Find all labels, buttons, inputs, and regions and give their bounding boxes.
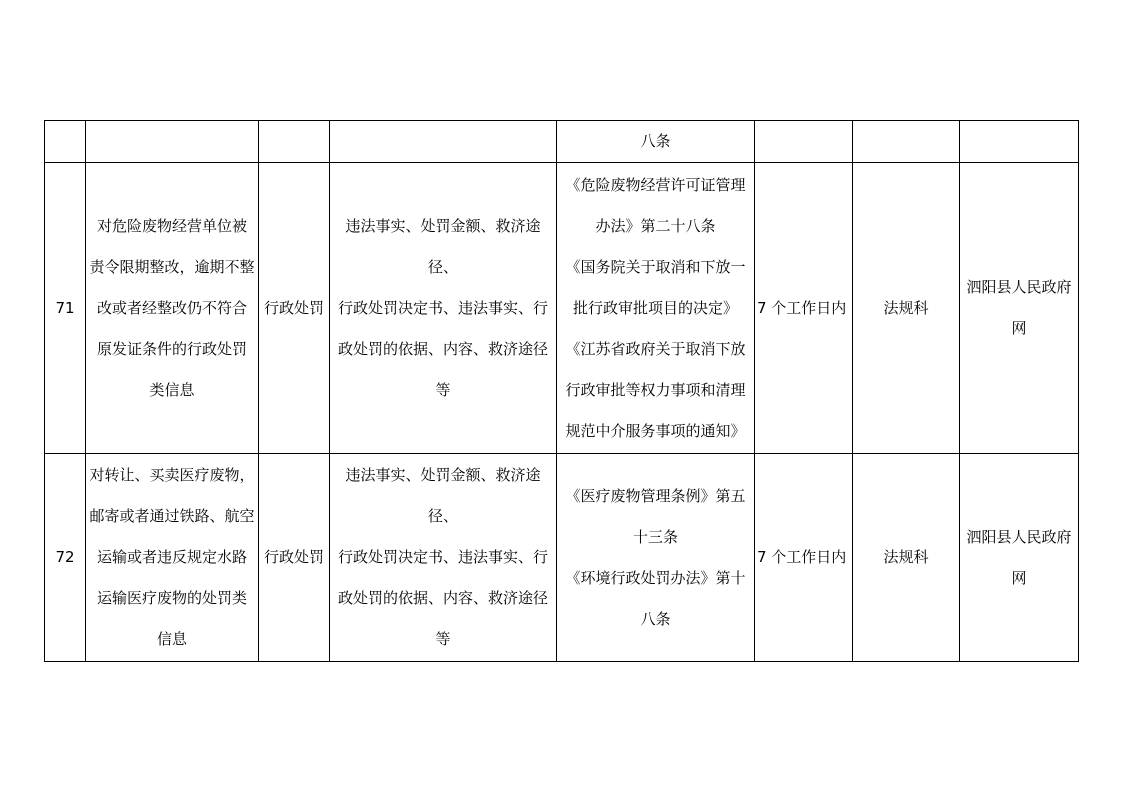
- cell-content: [330, 163, 557, 454]
- content-line: 行政处罚决定书、违法事实、行: [337, 548, 548, 566]
- content-line: 违法事实、处罚金额、救济途径、: [345, 216, 541, 276]
- cell-time-limit: 7 个工作日内: [755, 454, 853, 662]
- table-row-continued: [45, 121, 1079, 163]
- cell-basis: [557, 163, 755, 454]
- cell-basis-continued: [557, 121, 755, 163]
- item-line: 运输医疗废物的处罚类: [96, 589, 247, 607]
- item-line: 对危险废物经营单位被: [96, 216, 247, 235]
- cell-num-empty: [45, 121, 86, 163]
- cell-item-empty: [86, 121, 259, 163]
- disclosure-table: [44, 120, 1079, 662]
- channel-line: 网: [1011, 319, 1027, 337]
- content-line: 行政处罚决定书、违法事实、行: [337, 298, 548, 317]
- cell-time-limit: 7 个工作日内: [755, 163, 853, 454]
- basis-line: 《危险废物经营许可证管理: [565, 175, 746, 194]
- item-line: 类信息: [149, 380, 195, 399]
- cell-type-empty: [259, 121, 330, 163]
- channel-line: 网: [1011, 568, 1027, 587]
- basis-line: 《江苏省政府关于取消下放: [565, 339, 746, 358]
- content-line: 等: [435, 380, 451, 399]
- content-line: 违法事实、处罚金额、救济途径、: [345, 466, 541, 525]
- cell-content: [330, 454, 557, 662]
- cell-channel: [960, 163, 1079, 454]
- channel-line: 泗阳县人民政府: [966, 527, 1072, 546]
- content-line: 政处罚的依据、内容、救济途径: [337, 589, 548, 607]
- item-line: 责令限期整改，逾期不整: [89, 257, 255, 276]
- item-line: 邮寄或者通过铁路、航空: [89, 507, 255, 525]
- cell-num: 72: [45, 454, 86, 662]
- basis-line: 《国务院关于取消和下放一: [565, 257, 746, 276]
- basis-tail-text: 八条: [640, 132, 671, 150]
- cell-channel-empty: [960, 121, 1079, 163]
- basis-line: 《环境行政处罚办法》第十: [565, 568, 746, 587]
- cell-basis: [557, 454, 755, 662]
- basis-line: 规范中介服务事项的通知》: [565, 421, 746, 440]
- cell-type: 行政处罚: [259, 454, 330, 662]
- item-line: 对转让、买卖医疗废物，: [89, 466, 255, 484]
- cell-time-empty: [755, 121, 853, 163]
- cell-type: 行政处罚: [259, 163, 330, 454]
- table-row: [45, 163, 1079, 454]
- basis-line: 办法》第二十八条: [595, 216, 716, 235]
- item-line: 运输或者违反规定水路: [96, 548, 247, 566]
- basis-line: 十三条: [632, 527, 678, 546]
- cell-num: 71: [45, 163, 86, 454]
- cell-item: [86, 454, 259, 662]
- item-line: 信息: [156, 630, 187, 648]
- table-row: [45, 454, 1079, 662]
- basis-line: 批行政审批项目的决定》: [572, 298, 738, 317]
- content-line: 等: [435, 630, 451, 648]
- basis-line: 行政审批等权力事项和清理: [565, 380, 746, 399]
- cell-department: 法规科: [853, 454, 960, 662]
- cell-channel: [960, 454, 1079, 662]
- cell-content-empty: [330, 121, 557, 163]
- content-line: 政处罚的依据、内容、救济途径: [337, 339, 548, 358]
- basis-line: 八条: [640, 609, 671, 628]
- basis-line: 《医疗废物管理条例》第五: [565, 486, 746, 505]
- channel-line: 泗阳县人民政府: [966, 278, 1072, 296]
- cell-item: [86, 163, 259, 454]
- item-line: 原发证条件的行政处罚: [96, 339, 247, 358]
- cell-dept-empty: [853, 121, 960, 163]
- item-line: 改或者经整改仍不符合: [96, 298, 247, 317]
- cell-department: 法规科: [853, 163, 960, 454]
